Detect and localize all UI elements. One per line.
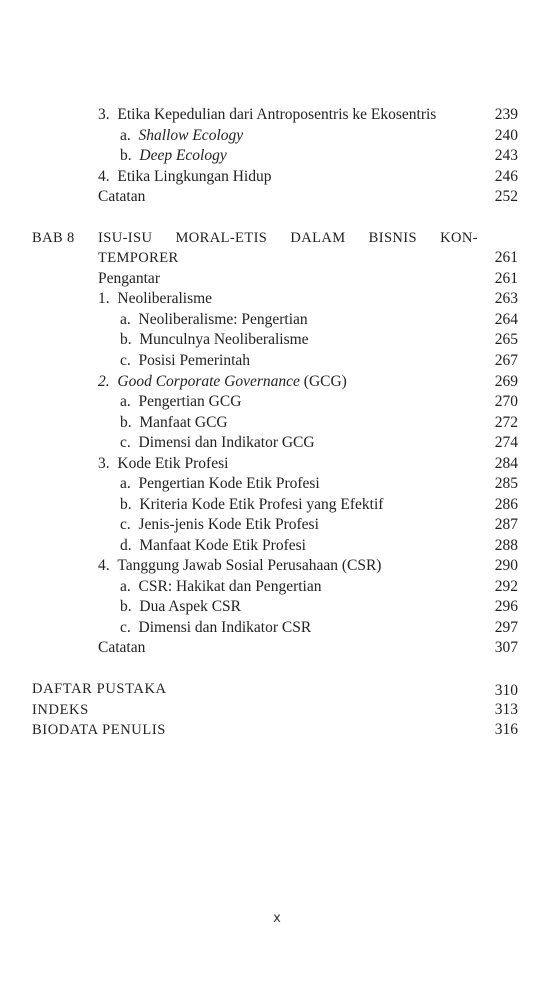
toc-entry: [0, 372, 554, 392]
toc-entry: [0, 330, 554, 350]
entry-page: 286: [494, 496, 518, 513]
toc-entry: [0, 638, 554, 658]
entry-page: 261: [494, 270, 518, 287]
entry-title-rest: (GCG): [299, 373, 347, 390]
toc-entry: [0, 146, 554, 166]
chapter-title-line2: TEMPORER: [98, 250, 179, 266]
entry-page: 274: [494, 434, 518, 451]
toc-backmatter-entry: [0, 720, 554, 740]
toc-entry: [0, 187, 554, 207]
entry-number: d.: [120, 537, 132, 554]
entry-page: 296: [494, 598, 518, 615]
entry-page: 263: [494, 290, 518, 307]
toc-backmatter-entry: [0, 700, 554, 720]
entry-number: c.: [120, 434, 131, 451]
chapter-title-word: ISU-ISU: [98, 230, 153, 246]
entry-page: 239: [494, 106, 518, 123]
toc-entry: [0, 392, 554, 412]
entry-number: c.: [120, 619, 131, 636]
entry-page: 292: [494, 578, 518, 595]
entry-title: Munculnya Neoliberalisme: [139, 331, 309, 348]
entry-number: b.: [120, 414, 132, 431]
entry-title: Neoliberalisme: Pengertian: [138, 311, 308, 328]
chapter-number: BAB 8: [32, 230, 75, 246]
entry-number: c.: [120, 352, 131, 369]
entry-page: 285: [494, 475, 518, 492]
toc-entry: [0, 618, 554, 638]
entry-title: Manfaat Kode Etik Profesi: [139, 537, 306, 554]
entry-title: Kode Etik Profesi: [117, 455, 229, 472]
entry-page: 246: [494, 168, 518, 185]
entry-number: a.: [120, 311, 131, 328]
entry-page: 307: [494, 639, 518, 656]
entry-title: Posisi Pemerintah: [138, 352, 251, 369]
entry-number: 2.: [98, 373, 110, 390]
toc-entry: [0, 289, 554, 309]
entry-title: Pengantar: [98, 270, 160, 287]
toc-entry: [0, 269, 554, 289]
entry-title: Dimensi dan Indikator CSR: [138, 619, 312, 636]
entry-page: 240: [494, 127, 518, 144]
entry-title: BIODATA PENULIS: [32, 722, 166, 738]
toc-entry: [0, 413, 554, 433]
entry-title: Deep Ecology: [139, 147, 227, 164]
entry-title: Shallow Ecology: [138, 127, 244, 144]
entry-number: 4.: [98, 168, 110, 185]
toc-entry: [0, 474, 554, 494]
chapter-title-word: KON-: [440, 230, 478, 246]
entry-title: CSR: Hakikat dan Pengertian: [138, 578, 322, 595]
toc-entry: [0, 105, 554, 125]
entry-number: c.: [120, 516, 131, 533]
entry-page: 316: [494, 721, 518, 738]
entry-title: Manfaat GCG: [139, 414, 228, 431]
entry-number: a.: [120, 393, 131, 410]
toc-entry: [0, 556, 554, 576]
entry-page: 290: [494, 557, 518, 574]
page-number: x: [273, 911, 281, 926]
entry-title: Kriteria Kode Etik Profesi yang Efektif: [139, 496, 384, 513]
toc-entry: [0, 577, 554, 597]
chapter-title-word: MORAL-ETIS: [175, 230, 268, 246]
entry-number: b.: [120, 598, 132, 615]
chapter-title-word: BISNIS: [368, 230, 418, 246]
entry-title: INDEKS: [32, 702, 89, 718]
entry-title: Catatan: [98, 188, 146, 205]
entry-page: 252: [494, 188, 518, 205]
entry-number: a.: [120, 127, 131, 144]
toc-entry: [0, 495, 554, 515]
entry-number: b.: [120, 147, 132, 164]
entry-title-italic: Good Corporate Governance: [117, 373, 300, 390]
entry-title: Dua Aspek CSR: [139, 598, 241, 615]
entry-page: 284: [494, 455, 518, 472]
entry-number: 4.: [98, 557, 110, 574]
entry-number: a.: [120, 578, 131, 595]
entry-number: 1.: [98, 290, 110, 307]
entry-number: b.: [120, 331, 132, 348]
entry-page: 267: [494, 352, 518, 369]
toc-entry: [0, 515, 554, 535]
entry-title: Neoliberalisme: [117, 290, 213, 307]
entry-number: 3.: [98, 455, 110, 472]
entry-page: 243: [494, 147, 518, 164]
entry-page: 310: [494, 682, 518, 699]
toc-entry: [0, 433, 554, 453]
toc-entry: [0, 167, 554, 187]
entry-title: Jenis-jenis Kode Etik Profesi: [138, 516, 319, 533]
entry-page: 270: [494, 393, 518, 410]
entry-title: Dimensi dan Indikator GCG: [138, 434, 315, 451]
entry-page: 287: [494, 516, 518, 533]
toc-entry: [0, 310, 554, 330]
toc-entry: [0, 536, 554, 556]
entry-page: 297: [494, 619, 518, 636]
toc-entry: [0, 597, 554, 617]
entry-number: 3.: [98, 106, 110, 123]
entry-title: Etika Kepedulian dari Antroposentris ke Ekosentris: [117, 106, 437, 123]
entry-number: b.: [120, 496, 132, 513]
toc-entry: [0, 126, 554, 146]
entry-title: Tanggung Jawab Sosial Perusahaan (CSR): [117, 557, 382, 574]
entry-title: Pengertian GCG: [138, 393, 242, 410]
chapter-title-line1: [98, 228, 478, 248]
entry-page: 269: [494, 373, 518, 390]
toc-entry: [0, 351, 554, 371]
entry-title: Catatan: [98, 639, 146, 656]
chapter-title-word: DALAM: [290, 230, 346, 246]
entry-page: 288: [494, 537, 518, 554]
entry-title: Pengertian Kode Etik Profesi: [138, 475, 320, 492]
entry-page: 264: [494, 311, 518, 328]
chapter-page: 261: [494, 249, 518, 266]
entry-page: 265: [494, 331, 518, 348]
toc-entry: [0, 454, 554, 474]
entry-title: DAFTAR PUSTAKA: [32, 681, 167, 697]
entry-page: 313: [494, 701, 518, 718]
entry-title: Etika Lingkungan Hidup: [117, 168, 272, 185]
entry-page: 272: [494, 414, 518, 431]
toc-backmatter-entry: [0, 679, 554, 699]
entry-number: a.: [120, 475, 131, 492]
